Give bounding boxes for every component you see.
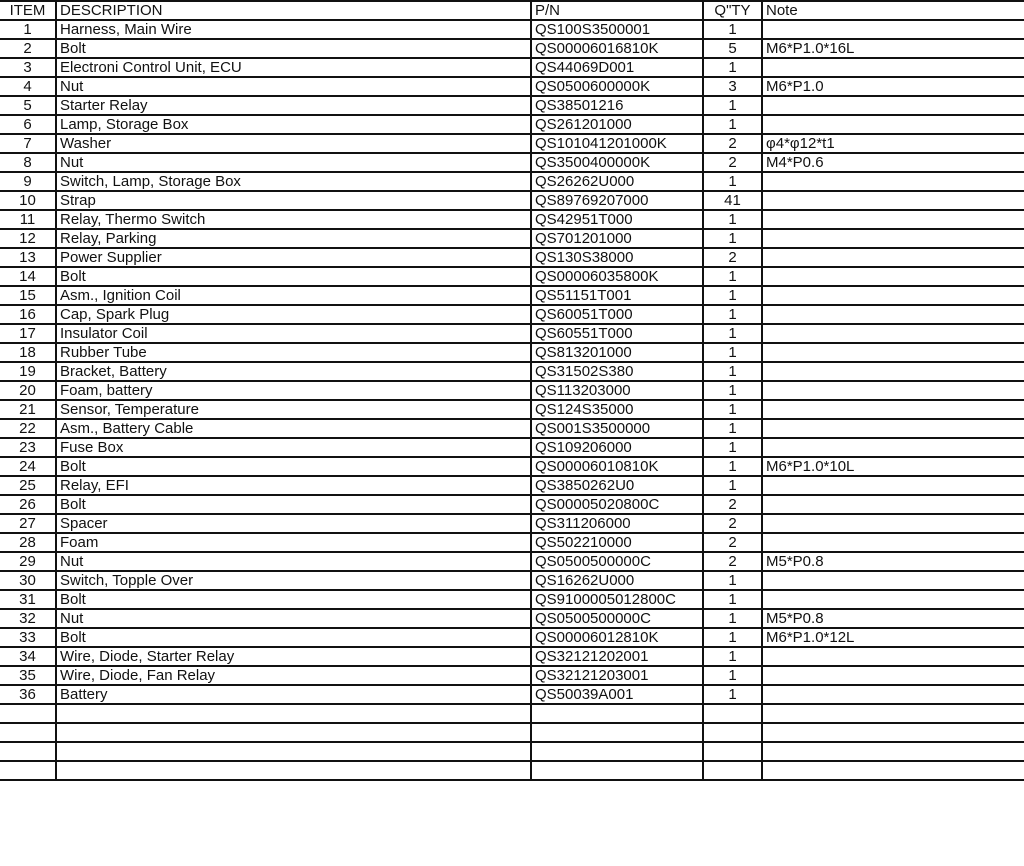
cell-item: 25 [0,476,56,495]
cell-description: Asm., Ignition Coil [56,286,531,305]
cell-part-number: QS101041201000K [531,134,703,153]
cell-description: Switch, Lamp, Storage Box [56,172,531,191]
cell-part-number: QS44069D001 [531,58,703,77]
cell-item: 7 [0,134,56,153]
cell-note [762,666,1024,685]
table-row [0,77,1024,96]
cell-description: Fuse Box [56,438,531,457]
cell-note [762,362,1024,381]
cell-note: M4*P0.6 [762,153,1024,172]
table-row [0,96,1024,115]
table-row [0,552,1024,571]
table-row [0,343,1024,362]
cell-item [0,761,56,780]
cell-note [762,590,1024,609]
cell-description: Cap, Spark Plug [56,305,531,324]
cell-part-number [531,704,703,723]
cell-part-number: QS701201000 [531,229,703,248]
table-row [0,609,1024,628]
cell-note [762,571,1024,590]
cell-quantity: 2 [703,533,762,552]
cell-quantity: 1 [703,381,762,400]
cell-part-number: QS001S3500000 [531,419,703,438]
cell-part-number: QS124S35000 [531,400,703,419]
cell-quantity: 1 [703,476,762,495]
cell-description: Bolt [56,267,531,286]
cell-note: M5*P0.8 [762,552,1024,571]
cell-quantity: 2 [703,248,762,267]
cell-quantity: 1 [703,324,762,343]
cell-item: 34 [0,647,56,666]
table-row [0,210,1024,229]
cell-item: 5 [0,96,56,115]
table-row [0,571,1024,590]
table-row [0,324,1024,343]
table-row [0,666,1024,685]
cell-item [0,723,56,742]
table-row [0,58,1024,77]
cell-note [762,704,1024,723]
cell-part-number: QS50039A001 [531,685,703,704]
table-row [0,647,1024,666]
cell-item: 1 [0,20,56,39]
cell-description: Wire, Diode, Fan Relay [56,666,531,685]
cell-quantity: 1 [703,419,762,438]
cell-quantity: 2 [703,134,762,153]
cell-quantity: 1 [703,305,762,324]
cell-description: Power Supplier [56,248,531,267]
cell-part-number: QS00006016810K [531,39,703,58]
table-row [0,286,1024,305]
cell-part-number: QS0500500000C [531,552,703,571]
cell-quantity: 1 [703,571,762,590]
cell-quantity: 2 [703,514,762,533]
cell-quantity: 2 [703,153,762,172]
cell-part-number: QS0500600000K [531,77,703,96]
cell-item: 20 [0,381,56,400]
cell-quantity: 1 [703,628,762,647]
table-row [0,438,1024,457]
cell-quantity: 1 [703,609,762,628]
cell-description [56,742,531,761]
cell-item: 33 [0,628,56,647]
cell-description [56,761,531,780]
cell-note [762,761,1024,780]
cell-part-number: QS130S38000 [531,248,703,267]
cell-note [762,20,1024,39]
table-row [0,191,1024,210]
cell-part-number: QS38501216 [531,96,703,115]
cell-description: Relay, EFI [56,476,531,495]
cell-quantity: 1 [703,685,762,704]
cell-description: Bolt [56,628,531,647]
cell-item: 17 [0,324,56,343]
cell-item: 23 [0,438,56,457]
cell-description: Bolt [56,590,531,609]
table-row [0,495,1024,514]
cell-note [762,343,1024,362]
cell-part-number: QS113203000 [531,381,703,400]
cell-quantity: 1 [703,229,762,248]
cell-quantity: 1 [703,20,762,39]
table-row [0,533,1024,552]
table-header-row [0,1,1024,20]
cell-item: 36 [0,685,56,704]
cell-quantity [703,761,762,780]
cell-part-number: QS00006012810K [531,628,703,647]
cell-part-number: QS26262U000 [531,172,703,191]
cell-description [56,723,531,742]
cell-quantity: 41 [703,191,762,210]
cell-quantity: 1 [703,58,762,77]
cell-part-number [531,723,703,742]
cell-description: Bolt [56,457,531,476]
table-row [0,457,1024,476]
cell-part-number: QS51151T001 [531,286,703,305]
cell-note [762,229,1024,248]
cell-description: Nut [56,77,531,96]
cell-item: 3 [0,58,56,77]
cell-description: Sensor, Temperature [56,400,531,419]
cell-item [0,704,56,723]
table-row [0,172,1024,191]
cell-quantity: 3 [703,77,762,96]
cell-item: 27 [0,514,56,533]
cell-item: 35 [0,666,56,685]
cell-description: Bracket, Battery [56,362,531,381]
cell-item: 4 [0,77,56,96]
cell-note [762,533,1024,552]
cell-part-number: QS109206000 [531,438,703,457]
cell-description: Lamp, Storage Box [56,115,531,134]
cell-description [56,704,531,723]
cell-description: Insulator Coil [56,324,531,343]
cell-note [762,647,1024,666]
cell-item: 15 [0,286,56,305]
cell-item: 12 [0,229,56,248]
cell-quantity: 5 [703,39,762,58]
cell-note [762,381,1024,400]
table-row [0,514,1024,533]
cell-note [762,476,1024,495]
cell-quantity: 1 [703,666,762,685]
cell-part-number [531,761,703,780]
table-row [0,20,1024,39]
cell-note [762,723,1024,742]
cell-note [762,400,1024,419]
cell-item: 31 [0,590,56,609]
cell-note [762,191,1024,210]
cell-description: Wire, Diode, Starter Relay [56,647,531,666]
table-row [0,305,1024,324]
cell-quantity: 1 [703,400,762,419]
cell-note: M6*P1.0*10L [762,457,1024,476]
cell-description: Spacer [56,514,531,533]
cell-item: 11 [0,210,56,229]
cell-quantity: 2 [703,495,762,514]
cell-note [762,172,1024,191]
cell-item: 8 [0,153,56,172]
cell-quantity: 1 [703,286,762,305]
cell-note: M5*P0.8 [762,609,1024,628]
cell-part-number: QS60051T000 [531,305,703,324]
table-row [0,400,1024,419]
cell-part-number: QS60551T000 [531,324,703,343]
cell-description: Electroni Control Unit, ECU [56,58,531,77]
cell-note [762,248,1024,267]
cell-description: Strap [56,191,531,210]
table-body [0,20,1024,780]
cell-item: 19 [0,362,56,381]
cell-item: 30 [0,571,56,590]
cell-part-number: QS00006010810K [531,457,703,476]
header-item: ITEM [0,1,56,20]
cell-description: Nut [56,153,531,172]
cell-quantity: 2 [703,552,762,571]
table-row [0,590,1024,609]
cell-item: 22 [0,419,56,438]
cell-quantity: 1 [703,172,762,191]
cell-note [762,305,1024,324]
cell-description: Nut [56,552,531,571]
cell-part-number: QS0500500000C [531,609,703,628]
table-row [0,248,1024,267]
table-row [0,761,1024,780]
cell-quantity: 1 [703,115,762,134]
cell-note [762,96,1024,115]
table-row [0,39,1024,58]
cell-description: Relay, Parking [56,229,531,248]
cell-quantity: 1 [703,362,762,381]
cell-note: φ4*φ12*t1 [762,134,1024,153]
cell-item: 10 [0,191,56,210]
cell-part-number: QS00006035800K [531,267,703,286]
cell-item [0,742,56,761]
cell-item: 2 [0,39,56,58]
header-quantity: Q"TY [703,1,762,20]
cell-quantity: 1 [703,343,762,362]
cell-part-number: QS100S3500001 [531,20,703,39]
cell-item: 18 [0,343,56,362]
cell-part-number: QS261201000 [531,115,703,134]
cell-part-number: QS00005020800C [531,495,703,514]
cell-note [762,286,1024,305]
cell-note [762,210,1024,229]
table-row [0,229,1024,248]
cell-part-number: QS3500400000K [531,153,703,172]
cell-item: 24 [0,457,56,476]
table-row [0,628,1024,647]
cell-part-number: QS32121203001 [531,666,703,685]
cell-part-number: QS42951T000 [531,210,703,229]
header-note: Note [762,1,1024,20]
table-row [0,267,1024,286]
cell-part-number: QS31502S380 [531,362,703,381]
cell-description: Foam, battery [56,381,531,400]
cell-description: Nut [56,609,531,628]
header-part-number: P/N [531,1,703,20]
cell-part-number: QS3850262U0 [531,476,703,495]
cell-item: 26 [0,495,56,514]
table-row [0,381,1024,400]
cell-note [762,742,1024,761]
cell-part-number: QS9100005012800C [531,590,703,609]
cell-description: Harness, Main Wire [56,20,531,39]
cell-item: 16 [0,305,56,324]
cell-note: M6*P1.0*12L [762,628,1024,647]
cell-quantity: 1 [703,210,762,229]
cell-item: 6 [0,115,56,134]
cell-note [762,267,1024,286]
table-row [0,134,1024,153]
cell-part-number: QS16262U000 [531,571,703,590]
cell-quantity [703,723,762,742]
cell-quantity: 1 [703,96,762,115]
table-row [0,685,1024,704]
cell-description: Asm., Battery Cable [56,419,531,438]
cell-item: 14 [0,267,56,286]
table-row [0,742,1024,761]
cell-part-number: QS813201000 [531,343,703,362]
cell-item: 29 [0,552,56,571]
table-row [0,153,1024,172]
cell-note [762,685,1024,704]
cell-note [762,324,1024,343]
cell-item: 28 [0,533,56,552]
cell-description: Starter Relay [56,96,531,115]
cell-part-number: QS311206000 [531,514,703,533]
table-row [0,704,1024,723]
table-row [0,476,1024,495]
cell-note: M6*P1.0*16L [762,39,1024,58]
cell-quantity: 1 [703,590,762,609]
cell-note: M6*P1.0 [762,77,1024,96]
table-row [0,723,1024,742]
cell-part-number: QS502210000 [531,533,703,552]
cell-note [762,495,1024,514]
cell-description: Bolt [56,495,531,514]
cell-note [762,115,1024,134]
cell-note [762,438,1024,457]
table-row [0,362,1024,381]
cell-quantity: 1 [703,267,762,286]
cell-description: Rubber Tube [56,343,531,362]
cell-part-number: QS89769207000 [531,191,703,210]
cell-item: 9 [0,172,56,191]
cell-part-number: QS32121202001 [531,647,703,666]
cell-note [762,514,1024,533]
cell-note [762,58,1024,77]
cell-note [762,419,1024,438]
table-row [0,419,1024,438]
cell-quantity [703,742,762,761]
cell-item: 21 [0,400,56,419]
cell-item: 32 [0,609,56,628]
cell-description: Relay, Thermo Switch [56,210,531,229]
cell-quantity: 1 [703,438,762,457]
header-description: DESCRIPTION [56,1,531,20]
cell-description: Battery [56,685,531,704]
cell-part-number [531,742,703,761]
cell-quantity [703,704,762,723]
cell-quantity: 1 [703,457,762,476]
cell-description: Washer [56,134,531,153]
cell-quantity: 1 [703,647,762,666]
table-row [0,115,1024,134]
cell-description: Foam [56,533,531,552]
cell-description: Bolt [56,39,531,58]
cell-description: Switch, Topple Over [56,571,531,590]
cell-item: 13 [0,248,56,267]
